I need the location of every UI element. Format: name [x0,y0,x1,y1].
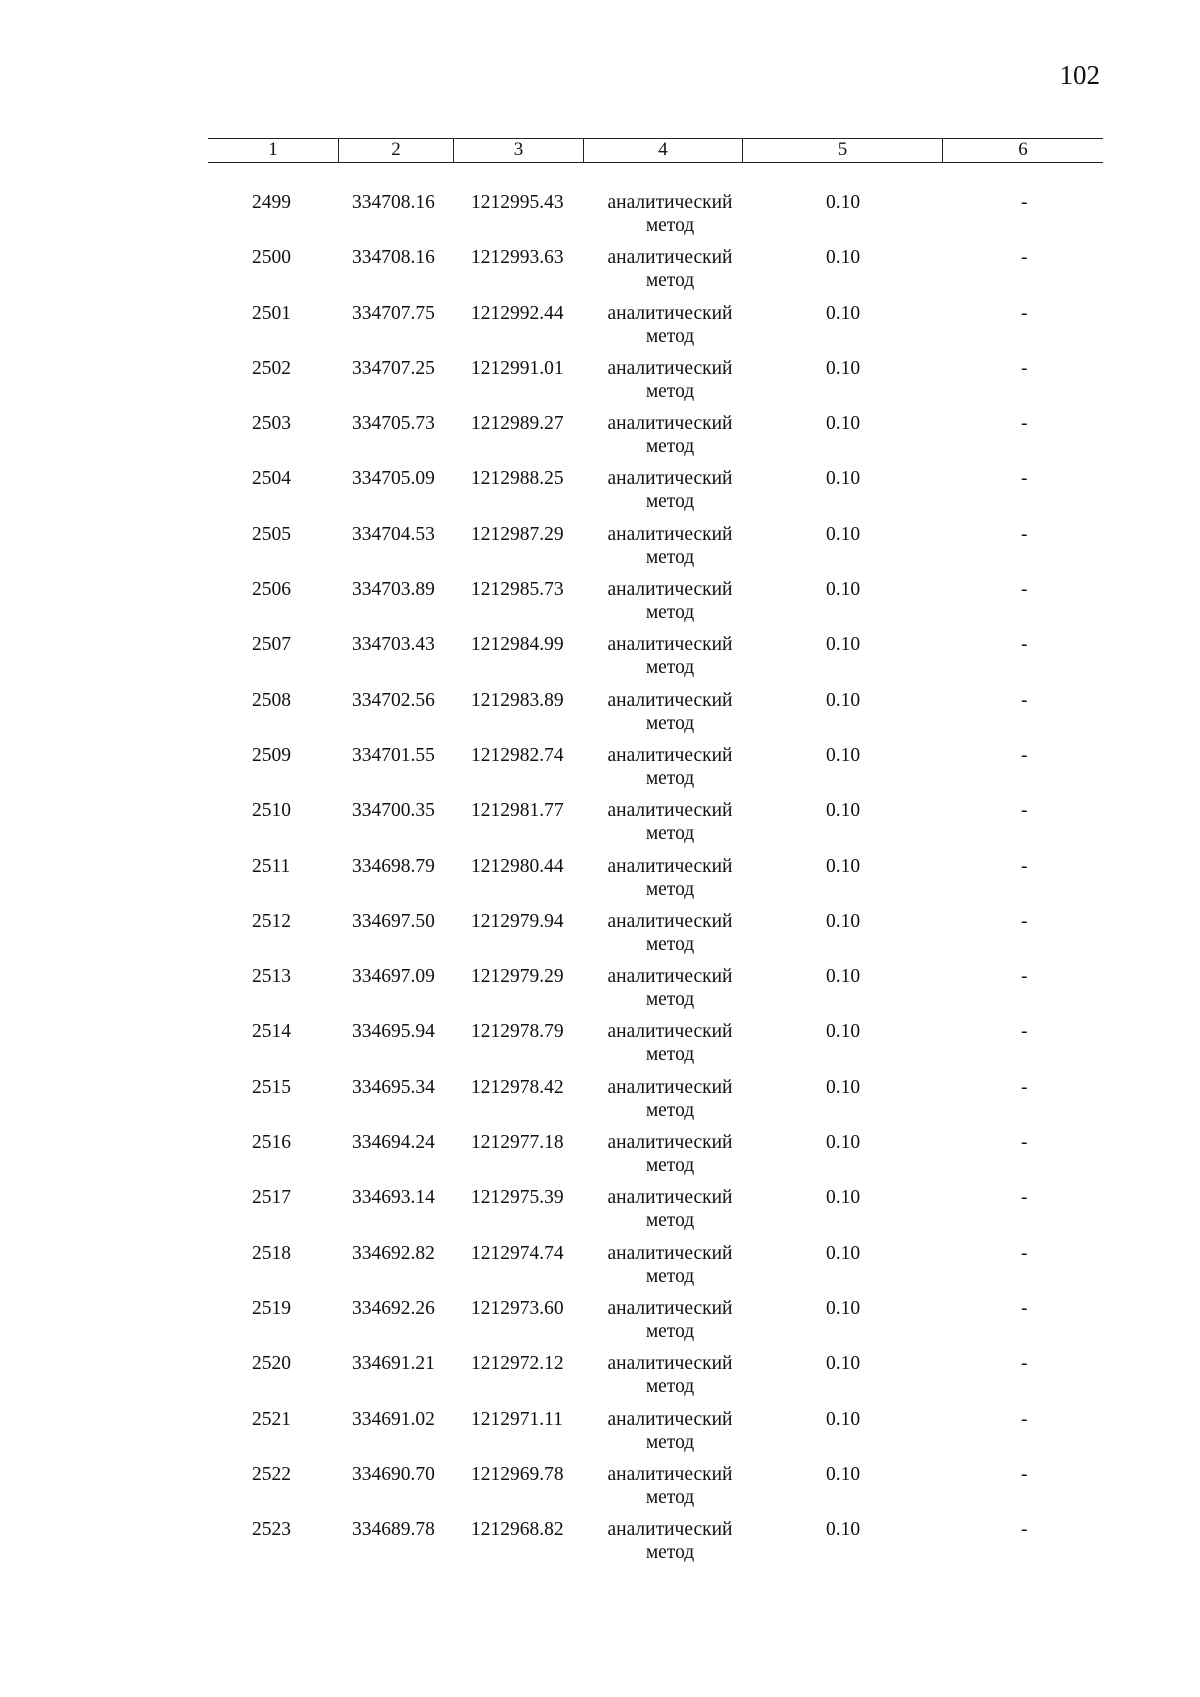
accuracy-cell: 0.10 [826,634,861,656]
accuracy-cell: 0.10 [826,1297,861,1319]
method-cell: аналитический метод [607,523,733,568]
accuracy-cell: 0.10 [826,357,861,379]
point-number-cell: 2516 [252,1132,291,1154]
y-coordinate-cell: 1212991.01 [471,357,564,379]
note-cell: - [1021,468,1028,490]
table-row [208,1352,1103,1407]
y-coordinate-cell: 1212973.60 [471,1297,564,1319]
x-coordinate-cell: 334708.16 [352,247,435,269]
note-cell: - [1021,1132,1028,1154]
method-cell: аналитический метод [607,1187,733,1232]
table-row [208,1518,1103,1573]
y-coordinate-cell: 1212972.12 [471,1353,564,1375]
y-coordinate-cell: 1212992.44 [471,302,564,324]
accuracy-cell: 0.10 [826,855,861,877]
method-cell: аналитический метод [607,413,733,458]
note-cell: - [1021,523,1028,545]
x-coordinate-cell: 334693.14 [352,1187,435,1209]
y-coordinate-cell: 1212969.78 [471,1463,564,1485]
table-row [208,1463,1103,1518]
point-number-cell: 2499 [252,192,291,213]
note-cell: - [1021,302,1028,324]
point-number-cell: 2501 [252,302,291,324]
note-cell: - [1021,855,1028,877]
y-coordinate-cell: 1212985.73 [471,579,564,601]
x-coordinate-cell: 334692.82 [352,1242,435,1264]
y-coordinate-cell: 1212989.27 [471,413,564,435]
y-coordinate-cell: 1212979.29 [471,966,564,988]
note-cell: - [1021,1297,1028,1319]
accuracy-cell: 0.10 [826,1021,861,1043]
column-header-1: 1 [208,139,339,162]
point-number-cell: 2515 [252,1076,291,1098]
coordinates-table-body [208,191,1103,1573]
point-number-cell: 2500 [252,247,291,269]
point-number-cell: 2522 [252,1463,291,1485]
accuracy-cell: 0.10 [826,1132,861,1154]
y-coordinate-cell: 1212987.29 [471,523,564,545]
x-coordinate-cell: 334702.56 [352,689,435,711]
x-coordinate-cell: 334695.34 [352,1076,435,1098]
table-row [208,744,1103,799]
note-cell: - [1021,357,1028,379]
accuracy-cell: 0.10 [826,1076,861,1098]
y-coordinate-cell: 1212978.42 [471,1076,564,1098]
x-coordinate-cell: 334703.89 [352,579,435,601]
point-number-cell: 2511 [252,855,291,877]
table-row [208,467,1103,522]
table-row [208,191,1103,246]
method-cell: аналитический метод [607,966,733,1011]
x-coordinate-cell: 334704.53 [352,523,435,545]
y-coordinate-cell: 1212982.74 [471,744,564,766]
table-row [208,1020,1103,1075]
accuracy-cell: 0.10 [826,910,861,932]
point-number-cell: 2509 [252,744,291,766]
y-coordinate-cell: 1212984.99 [471,634,564,656]
point-number-cell: 2519 [252,1297,291,1319]
y-coordinate-cell: 1212988.25 [471,468,564,490]
note-cell: - [1021,247,1028,269]
accuracy-cell: 0.10 [826,1463,861,1485]
table-row [208,246,1103,301]
table-row [208,910,1103,965]
x-coordinate-cell: 334703.43 [352,634,435,656]
note-cell: - [1021,413,1028,435]
x-coordinate-cell: 334707.75 [352,302,435,324]
table-row [208,1076,1103,1131]
method-cell: аналитический метод [607,689,733,734]
column-header-2: 2 [339,139,454,162]
accuracy-cell: 0.10 [826,192,861,213]
point-number-cell: 2510 [252,800,291,822]
x-coordinate-cell: 334697.50 [352,910,435,932]
note-cell: - [1021,634,1028,656]
table-row [208,412,1103,467]
y-coordinate-cell: 1212974.74 [471,1242,564,1264]
y-coordinate-cell: 1212993.63 [471,247,564,269]
table-row [208,855,1103,910]
point-number-cell: 2504 [252,468,291,490]
column-header-5: 5 [743,139,943,162]
note-cell: - [1021,689,1028,711]
method-cell: аналитический метод [607,1519,733,1564]
accuracy-cell: 0.10 [826,247,861,269]
accuracy-cell: 0.10 [826,1187,861,1209]
accuracy-cell: 0.10 [826,1408,861,1430]
method-cell: аналитический метод [607,1242,733,1287]
note-cell: - [1021,1076,1028,1098]
point-number-cell: 2506 [252,579,291,601]
note-cell: - [1021,1519,1028,1541]
note-cell: - [1021,1021,1028,1043]
y-coordinate-cell: 1212983.89 [471,689,564,711]
table-column-header [208,138,1103,163]
point-number-cell: 2508 [252,689,291,711]
method-cell: аналитический метод [607,468,733,513]
y-coordinate-cell: 1212979.94 [471,910,564,932]
y-coordinate-cell: 1212977.18 [471,1132,564,1154]
table-row [208,302,1103,357]
table-row [208,799,1103,854]
note-cell: - [1021,1353,1028,1375]
note-cell: - [1021,910,1028,932]
method-cell: аналитический метод [607,1463,733,1508]
accuracy-cell: 0.10 [826,413,861,435]
method-cell: аналитический метод [607,634,733,679]
point-number-cell: 2507 [252,634,291,656]
column-header-3: 3 [454,139,584,162]
table-row [208,1131,1103,1186]
x-coordinate-cell: 334689.78 [352,1519,435,1541]
method-cell: аналитический метод [607,910,733,955]
note-cell: - [1021,1408,1028,1430]
x-coordinate-cell: 334701.55 [352,744,435,766]
accuracy-cell: 0.10 [826,689,861,711]
x-coordinate-cell: 334692.26 [352,1297,435,1319]
point-number-cell: 2502 [252,357,291,379]
accuracy-cell: 0.10 [826,966,861,988]
x-coordinate-cell: 334690.70 [352,1463,435,1485]
x-coordinate-cell: 334697.09 [352,966,435,988]
y-coordinate-cell: 1212975.39 [471,1187,564,1209]
table-row [208,523,1103,578]
point-number-cell: 2523 [252,1519,291,1541]
column-header-6: 6 [1018,139,1028,160]
method-cell: аналитический метод [607,1132,733,1177]
method-cell: аналитический метод [607,1408,733,1453]
table-row [208,965,1103,1020]
table-row [208,633,1103,688]
method-cell: аналитический метод [607,855,733,900]
note-cell: - [1021,966,1028,988]
method-cell: аналитический метод [607,302,733,347]
x-coordinate-cell: 334705.73 [352,413,435,435]
accuracy-cell: 0.10 [826,579,861,601]
point-number-cell: 2505 [252,523,291,545]
accuracy-cell: 0.10 [826,1519,861,1541]
method-cell: аналитический метод [607,357,733,402]
page-number: 102 [1059,60,1100,90]
note-cell: - [1021,744,1028,766]
table-row [208,689,1103,744]
accuracy-cell: 0.10 [826,523,861,545]
accuracy-cell: 0.10 [826,800,861,822]
note-cell: - [1021,192,1028,213]
method-cell: аналитический метод [607,800,733,845]
method-cell: аналитический метод [607,247,733,292]
point-number-cell: 2503 [252,413,291,435]
method-cell: аналитический метод [607,744,733,789]
x-coordinate-cell: 334700.35 [352,800,435,822]
y-coordinate-cell: 1212968.82 [471,1519,564,1541]
accuracy-cell: 0.10 [826,302,861,324]
point-number-cell: 2513 [252,966,291,988]
x-coordinate-cell: 334707.25 [352,357,435,379]
table-row [208,1242,1103,1297]
accuracy-cell: 0.10 [826,1242,861,1264]
table-row [208,357,1103,412]
x-coordinate-cell: 334691.02 [352,1408,435,1430]
table-row [208,1186,1103,1241]
x-coordinate-cell: 334694.24 [352,1132,435,1154]
point-number-cell: 2514 [252,1021,291,1043]
method-cell: аналитический метод [607,1353,733,1398]
method-cell: аналитический метод [607,1021,733,1066]
point-number-cell: 2512 [252,910,291,932]
point-number-cell: 2518 [252,1242,291,1264]
table-row [208,578,1103,633]
note-cell: - [1021,1187,1028,1209]
table-row [208,1408,1103,1463]
method-cell: аналитический метод [607,579,733,624]
x-coordinate-cell: 334708.16 [352,192,435,213]
point-number-cell: 2517 [252,1187,291,1209]
y-coordinate-cell: 1212971.11 [471,1408,563,1430]
column-header-4: 4 [584,139,743,162]
table-row [208,1297,1103,1352]
x-coordinate-cell: 334695.94 [352,1021,435,1043]
note-cell: - [1021,1463,1028,1485]
accuracy-cell: 0.10 [826,744,861,766]
method-cell: аналитический метод [607,192,733,236]
point-number-cell: 2520 [252,1353,291,1375]
y-coordinate-cell: 1212981.77 [471,800,564,822]
accuracy-cell: 0.10 [826,1353,861,1375]
method-cell: аналитический метод [607,1297,733,1342]
accuracy-cell: 0.10 [826,468,861,490]
x-coordinate-cell: 334698.79 [352,855,435,877]
y-coordinate-cell: 1212995.43 [471,192,564,213]
note-cell: - [1021,579,1028,601]
y-coordinate-cell: 1212978.79 [471,1021,564,1043]
x-coordinate-cell: 334705.09 [352,468,435,490]
note-cell: - [1021,1242,1028,1264]
point-number-cell: 2521 [252,1408,291,1430]
y-coordinate-cell: 1212980.44 [471,855,564,877]
method-cell: аналитический метод [607,1076,733,1121]
x-coordinate-cell: 334691.21 [352,1353,435,1375]
note-cell: - [1021,800,1028,822]
